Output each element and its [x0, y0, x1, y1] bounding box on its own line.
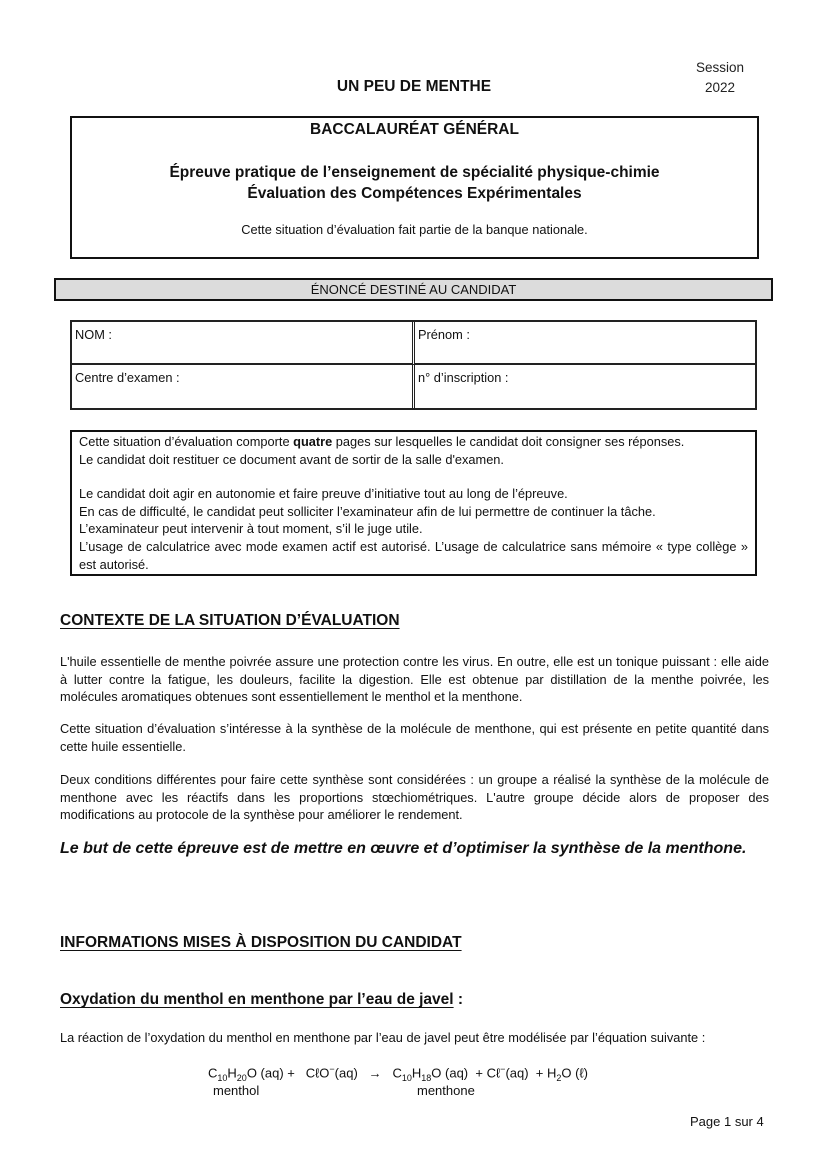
- instruction-line: Le candidat doit restituer ce document avant de sortir de la salle d'examen.: [79, 451, 504, 467]
- exam-header-box: [70, 116, 759, 259]
- inscription-field[interactable]: [415, 365, 755, 408]
- context-paragraph-1: L'huile essentielle de menthe poivrée assure une protection contre les virus. En outre, elle est un tonique puissant : elle aide à lutter contre la fatigue, les douleurs, facilite la digestion. Elle est obtenue par distillation de la menthe poivrée, les molécules aromatiques obtenues sont essentiellement le menthol et la menthone.: [60, 654, 769, 705]
- prenom-field[interactable]: [415, 322, 755, 365]
- equation-intro: La réaction de l’oxydation du menthol en menthone par l’eau de javel peut être modélisée par l’équation suivante :: [60, 1030, 706, 1045]
- instruction-bold: quatre: [293, 434, 333, 449]
- goal-statement: Le but de cette épreuve est de mettre en œuvre et d’optimiser la synthèse de la menthone.: [60, 840, 747, 857]
- candidate-banner: ÉNONCÉ DESTINÉ AU CANDIDAT: [54, 278, 773, 301]
- chemical-equation: $C_{10}H_{20}O$ (aq) + CℓO−(aq) → $C_{10}H_{18}O$ (aq) + Cℓ−(aq) + $H_2O$ (ℓ): [208, 1064, 588, 1083]
- instruction-line: Le candidat doit agir en autonomie et faire preuve d’initiative tout au long de l’épreuve.: [79, 486, 568, 502]
- instruction-text: Cette situation d’évaluation comporte: [79, 434, 294, 449]
- context-heading: CONTEXTE DE LA SITUATION D’ÉVALUATION: [60, 612, 400, 629]
- centre-label: Centre d’examen :: [75, 370, 180, 385]
- oxidation-subheading: [60, 991, 463, 1009]
- instruction-line: [79, 433, 748, 451]
- informations-heading: INFORMATIONS MISES À DISPOSITION DU CANDIDAT: [60, 934, 462, 951]
- instructions-box: [70, 430, 757, 576]
- session-year: 2022: [704, 80, 736, 95]
- prenom-label: Prénom :: [418, 327, 470, 342]
- oxidation-subheading-suffix: :: [453, 991, 464, 1008]
- label-menthol: menthol: [213, 1083, 260, 1098]
- nom-field[interactable]: [72, 322, 415, 365]
- instruction-text: pages sur lesquelles le candidat doit consigner ses réponses.: [332, 434, 685, 449]
- exam-subtitle-line1: Épreuve pratique de l’enseignement de spécialité physique-chimie: [169, 164, 660, 181]
- session-label: Session: [695, 60, 745, 75]
- candidate-id-form: [70, 320, 757, 410]
- centre-field[interactable]: [72, 365, 415, 408]
- document-title: UN PEU DE MENTHE: [336, 78, 492, 95]
- page-number: Page 1 sur 4: [690, 1114, 764, 1129]
- context-paragraph-2: Cette situation d’évaluation s’intéresse à la synthèse de la molécule de menthone, qui est présente en petite quantité dans cette huile essentielle.: [60, 721, 769, 754]
- inscription-label: n° d’inscription :: [418, 370, 509, 385]
- exam-note: Cette situation d’évaluation fait partie de la banque nationale.: [241, 222, 588, 237]
- instruction-line: L’examinateur peut intervenir à tout moment, s’il le juge utile.: [79, 521, 423, 537]
- exam-subtitle: [72, 162, 757, 204]
- label-menthone: menthone: [417, 1083, 475, 1098]
- exam-heading: BACCALAURÉAT GÉNÉRAL: [310, 121, 519, 138]
- reaction-arrow: →: [368, 1065, 382, 1081]
- oxidation-subheading-text: Oxydation du menthol en menthone par l’eau de javel: [60, 991, 454, 1008]
- exam-subtitle-line2: Évaluation des Compétences Expérimentales: [247, 185, 582, 202]
- instruction-line: L’usage de calculatrice avec mode examen actif est autorisé. L’usage de calculatrice sans mémoire « type collège » est autorisé.: [79, 538, 748, 572]
- instruction-line: En cas de difficulté, le candidat peut solliciter l’examinateur afin de lui permettre de continuer la tâche.: [79, 503, 656, 519]
- context-paragraph-3: Deux conditions différentes pour faire cette synthèse sont considérées : un groupe a réalisé la synthèse de la molécule de menthone avec les réactifs dans les proportions stœchiométriques. L'autre groupe décide alors de proposer des modifications au protocole de la synthèse pour améliorer le rendement.: [60, 772, 769, 823]
- nom-label: NOM :: [75, 327, 112, 342]
